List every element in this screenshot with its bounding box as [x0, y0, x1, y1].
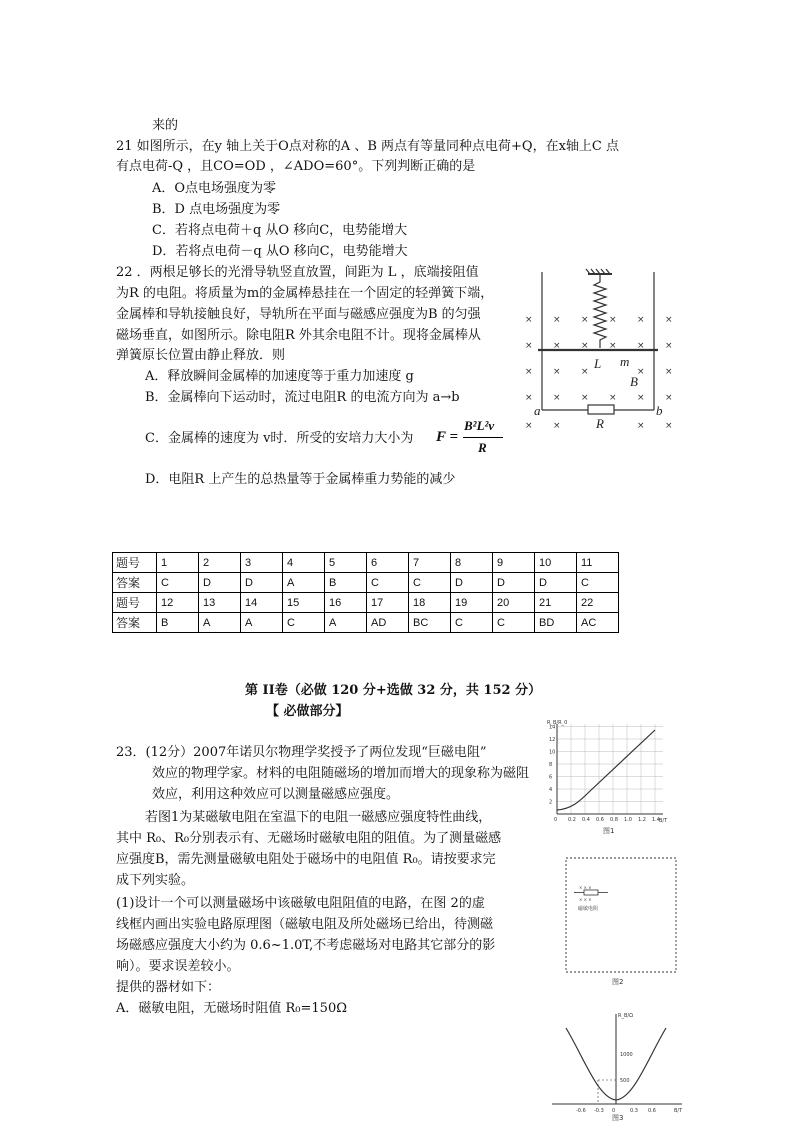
fig1-xtick: 0.6	[596, 817, 604, 823]
answer-table-row-header: 题号	[113, 553, 157, 573]
answer-table-cell: 3	[241, 553, 283, 573]
field-x-mark: ×	[609, 341, 617, 351]
field-x-mark: ×	[581, 367, 589, 377]
fig1-ytick: 6	[549, 774, 553, 781]
fig1-ylabel: R_B/R_0	[547, 720, 568, 726]
answer-table-cell: C	[157, 573, 199, 593]
q23-line: 响）。要求误差较小。	[116, 959, 240, 974]
q22-formula-lhs: F =	[436, 429, 459, 445]
fig1-ytick: 8	[549, 762, 553, 768]
answer-table-row-header: 答案	[113, 573, 157, 593]
q21-line1: 21 如图所示，在y 轴上关于O点对称的A 、B 两点有等量同种点电荷+Q，在x轴上C 点	[116, 139, 619, 154]
field-x-mark: ×	[665, 367, 673, 377]
field-x-mark: ×	[665, 421, 673, 431]
q23-line: (1)设计一个可以测量磁场中该磁敏电阻阻值的电路，在图 2的虚	[116, 896, 485, 911]
fig3-xtick: -0.6	[576, 1108, 586, 1114]
fig1-caption: 图1	[603, 827, 615, 835]
answer-table-row-header: 答案	[113, 613, 157, 633]
fig1-xlabel: B/T	[659, 818, 668, 824]
q22-option-a: A．释放瞬间金属棒的加速度等于重力加速度 g	[145, 369, 414, 384]
answer-table-row	[113, 593, 619, 613]
answer-table-cell: C	[409, 573, 451, 593]
fig1-ytick: 2	[549, 799, 553, 806]
q20-tail: 来的	[152, 118, 179, 133]
fig3-xtick: -0.3	[594, 1108, 604, 1114]
fig1-chart	[545, 716, 675, 838]
fig3-ytick: 1000	[620, 1052, 633, 1058]
q23-line: 效应的物理学家。材料的电阻随磁场的增加而增大的现象称为磁阻	[152, 766, 530, 781]
label-L: L	[594, 356, 602, 371]
answer-table-cell: AD	[367, 613, 409, 633]
q23-line: 23．(12分）2007年诺贝尔物理学奖授予了两位发现“巨磁电阻”	[116, 745, 487, 760]
field-x-mark: ×	[637, 393, 645, 403]
fig2-label: 磁敏电阻	[578, 906, 599, 912]
answer-table-cell: 7	[409, 553, 451, 573]
answer-table-cell: A	[199, 613, 241, 633]
field-x-mark: ×	[525, 393, 533, 403]
q22-line3: 金属棒和导轨接触良好，导轨所在平面与磁感应强度为B 的匀强	[116, 307, 481, 322]
answer-table-cell: 12	[157, 593, 199, 613]
answer-table-cell: C	[493, 613, 535, 633]
answer-table-cell: 2	[199, 553, 241, 573]
label-R: R	[596, 416, 604, 431]
q22-option-c: C．金属棒的速度为 v时．所受的安培力大小为	[145, 431, 414, 446]
field-x-mark: ×	[525, 341, 533, 351]
field-x-mark: ×	[525, 421, 533, 431]
fig1	[545, 716, 675, 838]
field-x-mark: ×	[637, 315, 645, 325]
q23-line: A．磁敏电阻，无磁场时阻值 R₀=150Ω	[116, 1001, 348, 1016]
field-x-mark: ×	[525, 367, 533, 377]
fig1-xtick: 1.2	[638, 817, 646, 823]
svg-text:× × ×: × × ×	[579, 885, 592, 890]
fig3-ytick: 500	[620, 1078, 630, 1084]
fig2-caption: 图2	[612, 978, 624, 986]
q22-formula-numerator: B²L²v	[464, 418, 495, 433]
field-x-mark: ×	[665, 393, 673, 403]
fig3-caption: 图3	[612, 1114, 624, 1122]
label-m: m	[620, 354, 630, 369]
fig3	[532, 1008, 692, 1123]
answer-table	[112, 552, 619, 633]
answer-table-cell: D	[451, 573, 493, 593]
answer-table-cell: AC	[577, 613, 619, 633]
q22-fraction-bar	[463, 437, 503, 438]
answer-table-cell: 10	[535, 553, 577, 573]
fig1-xtick: 1.0	[624, 817, 632, 823]
answer-table-cell: BC	[409, 613, 451, 633]
q23-line: 成下列实验。	[116, 873, 195, 888]
answer-table-cell: 21	[535, 593, 577, 613]
answer-table-row	[113, 553, 619, 573]
q21-option-a: A．O点电场强度为零	[152, 181, 277, 196]
answer-table-row	[113, 573, 619, 593]
answer-table-cell: C	[283, 613, 325, 633]
label-b: b	[656, 403, 663, 418]
fig1-xtick: 0	[554, 817, 558, 823]
field-x-mark: ×	[553, 393, 561, 403]
q22-line4: 磁场垂直，如图所示。除电阻R 外其余电阻不计。现将金属棒从	[116, 328, 481, 343]
answer-table-cell: 6	[367, 553, 409, 573]
field-x-mark: ×	[581, 315, 589, 325]
q22-line2: 为R 的电阻。将质量为m的金属棒悬挂在一个固定的轻弹簧下端，	[116, 286, 494, 301]
answer-table-cell: 4	[283, 553, 325, 573]
field-x-mark: ×	[637, 421, 645, 431]
answer-table-cell: 1	[157, 553, 199, 573]
answer-table-cell: D	[241, 573, 283, 593]
answer-table-row-header: 题号	[113, 593, 157, 613]
answer-table-cell: 15	[283, 593, 325, 613]
field-x-mark: ×	[665, 341, 673, 351]
fig2	[562, 856, 680, 990]
fig3-chart	[532, 1008, 692, 1123]
field-x-mark: ×	[581, 341, 589, 351]
answer-table-row	[113, 613, 619, 633]
q21-option-b: B．D 点电场强度为零	[152, 202, 281, 217]
answer-table-cell: 5	[325, 553, 367, 573]
q22-option-d: D．电阻R 上产生的总热量等于金属棒重力势能的减少	[145, 472, 456, 487]
answer-table-cell: 14	[241, 593, 283, 613]
q22-figure	[522, 268, 674, 434]
answer-table-cell: A	[283, 573, 325, 593]
field-x-mark: ×	[609, 315, 617, 325]
answer-table-cell: A	[325, 613, 367, 633]
q21-option-c: C．若将点电荷＋q 从O 移向C，电势能增大	[152, 223, 408, 238]
answer-table-cell: 22	[577, 593, 619, 613]
answer-table-cell: A	[241, 613, 283, 633]
answer-table-cell: 11	[577, 553, 619, 573]
answer-table-cell: D	[493, 573, 535, 593]
section-subtitle: 【 必做部分】	[266, 704, 349, 719]
q23-line: 应强度B，需先测量磁敏电阻处于磁场中的电阻值 R₀。请按要求完	[116, 852, 496, 867]
q23-line: 场磁感应强度大小约为 0.6~1.0T,不考虑磁场对电路其它部分的影	[116, 938, 496, 953]
field-x-mark: ×	[553, 367, 561, 377]
field-x-mark: ×	[525, 315, 533, 325]
label-a: a	[534, 403, 541, 418]
answer-table-cell: D	[199, 573, 241, 593]
q23-line: 效应，利用这种效应可以测量磁感应强度。	[152, 787, 400, 802]
field-x-mark: ×	[637, 367, 645, 377]
svg-text:× × ×: × × ×	[579, 897, 592, 902]
field-x-mark: ×	[665, 315, 673, 325]
answer-table-cell: 16	[325, 593, 367, 613]
q22-line1: 22 ．两根足够长的光滑导轨竖直放置，间距为 L ，底端接阻值	[116, 265, 479, 280]
fig3-xtick: 0.3	[630, 1108, 638, 1114]
answer-table-cell: 8	[451, 553, 493, 573]
answer-table-cell: 17	[367, 593, 409, 613]
field-x-mark: ×	[609, 393, 617, 403]
q21-option-d: D．若将点电荷－q 从O 移向C，电势能增大	[152, 244, 408, 259]
label-B: B	[630, 374, 638, 389]
field-x-mark: ×	[553, 341, 561, 351]
fig3-ylabel: R_B/Ω	[618, 1013, 633, 1019]
rail-spring-diagram	[522, 268, 674, 434]
fig3-xtick: 0.6	[648, 1108, 656, 1114]
q22-line5: 弹簧原长位置由静止释放．则	[116, 348, 286, 363]
answer-table-cell: 19	[451, 593, 493, 613]
answer-table-cell: D	[535, 573, 577, 593]
answer-table-cell: C	[367, 573, 409, 593]
answer-table-cell: C	[451, 613, 493, 633]
fig1-xtick: 1.4	[652, 817, 660, 823]
fig1-xtick: 0.4	[582, 817, 590, 823]
fig3-xtick: 0	[612, 1108, 616, 1114]
fig3-xlabel: B/T	[674, 1108, 683, 1114]
fig1-ytick: 10	[549, 749, 556, 756]
fig1-xtick: 0.2	[568, 817, 576, 823]
q21-line2: 有点电荷-Q ，且CO=OD ，∠ADO=60°。下列判断正确的是	[116, 159, 476, 174]
answer-table-cell: B	[325, 573, 367, 593]
q23-line: 线框内画出实验电路原理图（磁敏电阻及所处磁场已给出，待测磁	[116, 917, 494, 932]
answer-table-cell: 13	[199, 593, 241, 613]
field-x-mark: ×	[553, 315, 561, 325]
fig2-diagram	[562, 856, 680, 990]
answer-table-cell: B	[157, 613, 199, 633]
fig1-ytick: 4	[549, 787, 553, 793]
answer-table-cell: 9	[493, 553, 535, 573]
field-x-mark: ×	[637, 341, 645, 351]
fig1-xtick: 0.8	[610, 817, 618, 823]
q22-formula-denominator: R	[478, 440, 487, 455]
section-title: 第 II卷（必做 120 分+选做 32 分，共 152 分）	[245, 683, 542, 698]
answer-table-cell: 20	[493, 593, 535, 613]
answer-table-cell: BD	[535, 613, 577, 633]
field-x-mark: ×	[581, 393, 589, 403]
answer-table-cell: 18	[409, 593, 451, 613]
q23-line: 若图1为某磁敏电阻在室温下的电阻一磁感应强度特性曲线，	[145, 810, 492, 825]
field-x-mark: ×	[553, 421, 561, 431]
answer-table-cell: C	[577, 573, 619, 593]
q23-line: 其中 R₀、R₀分别表示有、无磁场时磁敏电阻的阻值。为了测量磁感	[116, 831, 502, 846]
fig1-ytick: 14	[549, 724, 556, 731]
q22-option-b: B．金属棒向下运动时，流过电阻R 的电流方向为 a→b	[145, 390, 460, 405]
q23-line: 提供的器材如下：	[116, 980, 221, 995]
fig1-ytick: 12	[549, 737, 556, 743]
